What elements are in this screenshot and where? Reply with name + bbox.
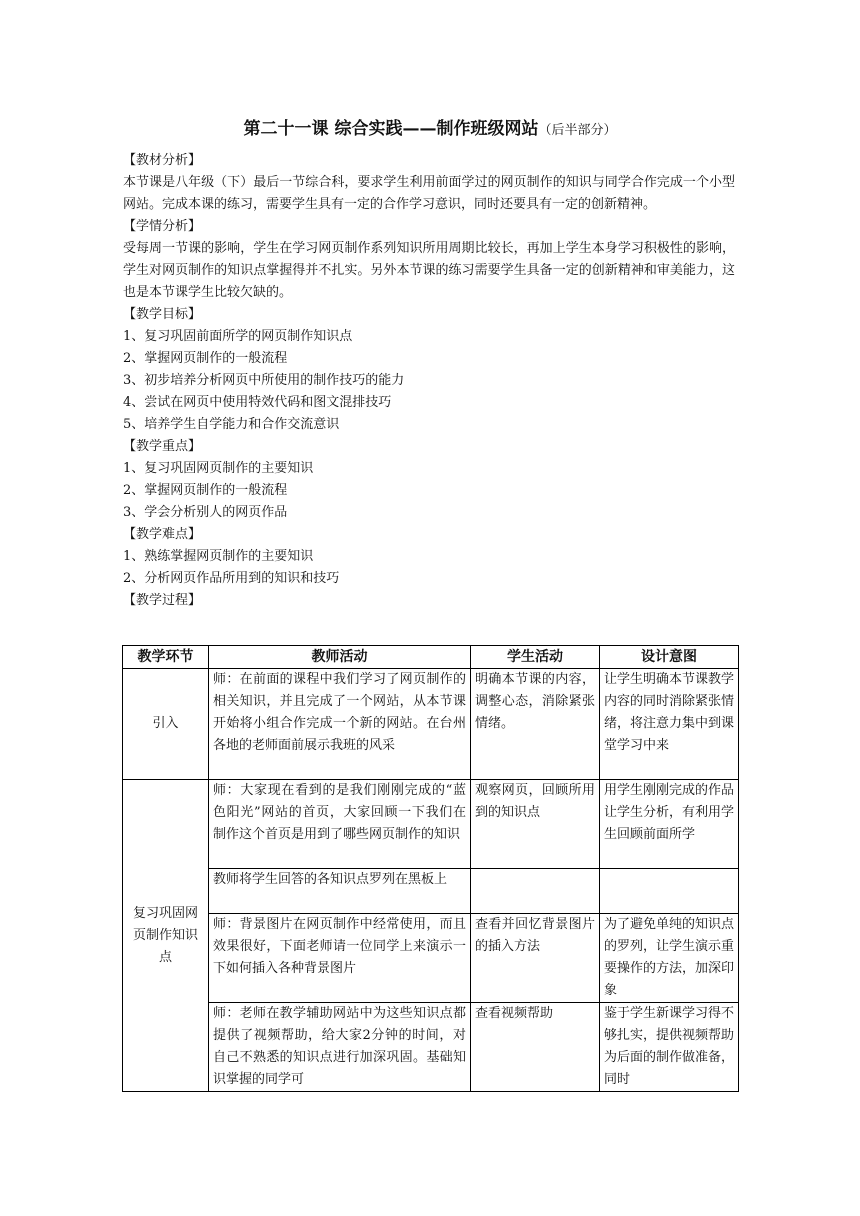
- table-header-row: [123, 646, 739, 669]
- design-intent-cell: 鉴于学生新课学习得不够扎实，提供视频帮助为后面的制作做准备，同时: [600, 1003, 739, 1092]
- student-activity-cell: 查看并回忆背景图片的插入方法: [471, 914, 600, 1003]
- objective-item: 2、掌握网页制作的一般流程: [123, 351, 288, 366]
- student-activity-cell: [471, 869, 600, 914]
- difficulty-item: 1、熟练掌握网页制作的主要知识: [123, 549, 314, 564]
- student-activity-cell: 查看视频帮助: [471, 1003, 600, 1092]
- teacher-activity-cell: 师：大家现在看到的是我们刚刚完成的“蓝色阳光”网站的首页，大家回顾一下我们在制作这个首页是用到了哪些网页制作的知识: [209, 780, 471, 869]
- section-heading: 【教学难点】: [123, 527, 202, 542]
- student-activity-cell: 观察网页，回顾所用到的知识点: [471, 780, 600, 869]
- design-intent-cell: 用学生刚刚完成的作品让学生分析，有利用学生回顾前面所学: [600, 780, 739, 869]
- difficulty-item: 2、分析网页作品所用到的知识和技巧: [123, 571, 340, 586]
- table-row: [123, 869, 739, 914]
- lesson-title-note: （后半部分）: [538, 123, 617, 138]
- lesson-title-main: 第二十一课 综合实践——制作班级网站: [243, 119, 539, 139]
- section-heading: 【教学重点】: [123, 439, 202, 454]
- objective-item: 3、初步培养分析网页中所使用的制作技巧的能力: [123, 373, 405, 388]
- section-paragraph: 本节课是八年级（下）最后一节综合科，要求学生利用前面学过的网页制作的知识与同学合作完成一个小型网站。完成本课的练习，需要学生具有一定的合作学习意识，同时还要具有一定的创新精神。: [123, 175, 735, 212]
- design-intent-cell: 为了避免单纯的知识点的罗列，让学生演示重要操作的方法，加深印象: [600, 914, 739, 1003]
- section-paragraph: 受每周一节课的影响，学生在学习网页制作系列知识所用周期比较长，再加上学生本身学习积极性的影响，学生对网页制作的知识点掌握得并不扎实。另外本节课的练习需要学生具备一定的创新精神和审美能力，这也是本节课学生比较欠缺的。: [123, 241, 735, 300]
- header-teacher-activity: 教师活动: [209, 646, 471, 669]
- stage-cell: 复习巩固网页制作知识点: [123, 780, 209, 1092]
- stage-cell: 引入: [123, 669, 209, 780]
- lesson-body: [123, 150, 735, 612]
- section-heading: 【教学目标】: [123, 307, 202, 322]
- key-point-item: 1、复习巩固网页制作的主要知识: [123, 461, 314, 476]
- teacher-activity-cell: 师：在前面的课程中我们学习了网页制作的相关知识，并且完成了一个网站，从本节课开始将小组合作完成一个新的网站。在台州各地的老师面前展示我班的风采: [209, 669, 471, 780]
- header-stage: 教学环节: [123, 646, 209, 669]
- table-row: [123, 669, 739, 780]
- student-activity-cell: 明确本节课的内容，调整心态，消除紧张情绪。: [471, 669, 600, 780]
- objective-item: 1、复习巩固前面所学的网页制作知识点: [123, 329, 353, 344]
- objective-item: 4、尝试在网页中使用特效代码和图文混排技巧: [123, 395, 392, 410]
- key-point-item: 3、学会分析别人的网页作品: [123, 505, 288, 520]
- header-design-intent: 设计意图: [600, 646, 739, 669]
- header-student-activity: 学生活动: [471, 646, 600, 669]
- lesson-title: [0, 118, 860, 142]
- table-row: [123, 914, 739, 1003]
- design-intent-cell: [600, 869, 739, 914]
- design-intent-cell: 让学生明确本节课教学内容的同时消除紧张情绪，将注意力集中到课堂学习中来: [600, 669, 739, 780]
- table-row: [123, 1003, 739, 1092]
- section-heading: 【学情分析】: [123, 219, 202, 234]
- section-heading: 【教学过程】: [123, 593, 202, 608]
- teacher-activity-cell: 教师将学生回答的各知识点罗列在黑板上: [209, 869, 471, 914]
- teaching-process-table: [122, 645, 739, 1092]
- teacher-activity-cell: 师：背景图片在网页制作中经常使用，而且效果很好，下面老师请一位同学上来演示一下如何插入各种背景图片: [209, 914, 471, 1003]
- teacher-activity-cell: 师：老师在教学辅助网站中为这些知识点都提供了视频帮助，给大家2分钟的时间，对自己不熟悉的知识点进行加深巩固。基础知识掌握的同学可: [209, 1003, 471, 1092]
- objective-item: 5、培养学生自学能力和合作交流意识: [123, 417, 340, 432]
- key-point-item: 2、掌握网页制作的一般流程: [123, 483, 288, 498]
- section-heading: 【教材分析】: [123, 153, 202, 168]
- table-row: [123, 780, 739, 869]
